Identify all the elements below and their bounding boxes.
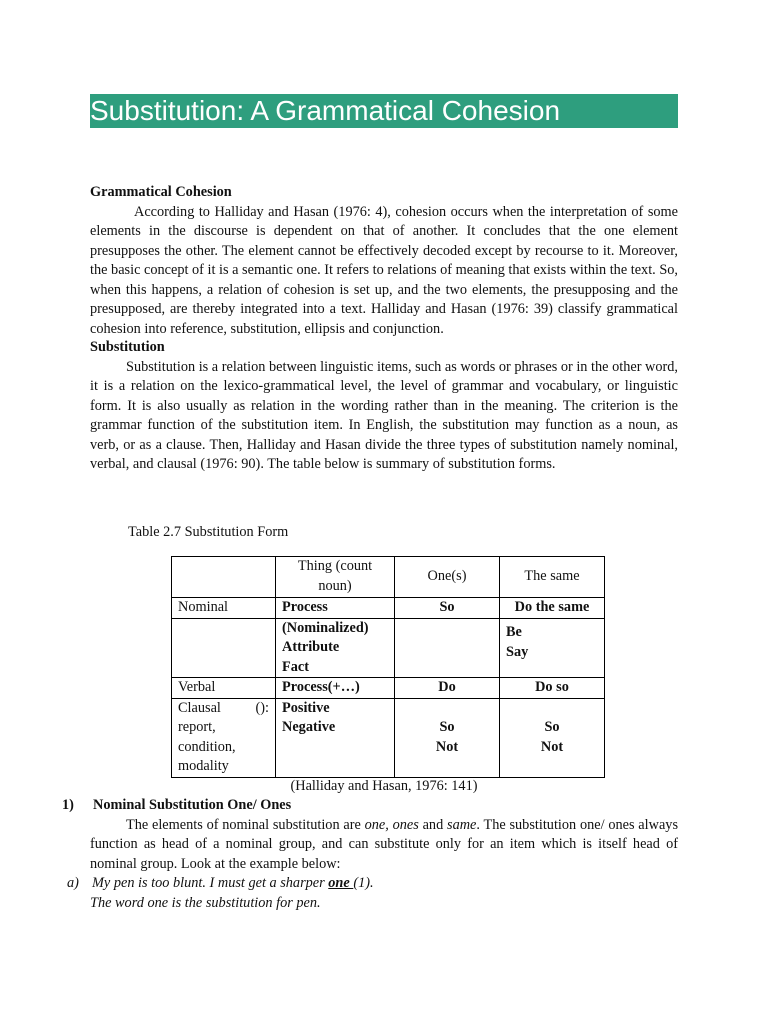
table-cell: Do the same (500, 598, 605, 619)
table-cell (395, 698, 500, 777)
table-cell (500, 698, 605, 777)
cell-line: report, (178, 719, 216, 735)
table-row (172, 678, 605, 699)
page-title: Substitution: A Grammatical Cohesion (90, 95, 561, 126)
text-run: , (385, 816, 393, 833)
cell-line: Fact (282, 658, 309, 675)
table-row (172, 598, 605, 619)
table-row (172, 618, 605, 678)
table-cell: Process (276, 598, 395, 619)
table-header-same: The same (500, 557, 605, 598)
table-cell (500, 618, 605, 678)
section-heading: Grammatical Cohesion (90, 184, 232, 200)
cell-line: condition, (178, 738, 236, 755)
table-cell: So (395, 598, 500, 619)
table-header-ones: One(s) (395, 557, 500, 598)
title-bar (90, 94, 678, 128)
table-row (172, 698, 605, 777)
table-cell (276, 618, 395, 678)
table-caption: Table 2.7 Substitution Form (128, 524, 289, 540)
table-cell: Process(+…) (276, 678, 395, 699)
table-header-thing: Thing (count noun) (276, 557, 395, 598)
section-paragraph: Substitution is a relation between linguistic items, such as words or phrases or in the other word, it is a relation on the lexico-grammatical level, the level of grammar and vocabulary, or linguistic form. It is also usually as relation in the wording rather than in the meaning. The criterion is the grammar function of the substitution item. In English, the substitution may function as a noun, as verb, or as a clause. Then, Halliday and Hasan divide the three types of substitution namely nominal, verbal, and clausal (1976: 90). The table below is summary of substitution forms. (90, 358, 678, 472)
table-cell: Do so (500, 678, 605, 699)
cell-line: (): (255, 699, 269, 716)
example-key: one (328, 875, 354, 891)
text-run: one (364, 816, 386, 833)
example-line (62, 874, 678, 894)
example-note: The word one is the substitution for pen. (90, 894, 321, 911)
numbered-heading (62, 796, 678, 816)
section-nominal-substitution (62, 796, 678, 913)
cell-line: (Nominalized) (282, 619, 369, 636)
table-cell (395, 618, 500, 678)
heading-number: 1) (62, 797, 74, 813)
cell-line: Negative (282, 719, 336, 735)
text-run: same (447, 816, 477, 833)
cell-line: So (544, 719, 560, 735)
section-heading: Substitution (90, 339, 165, 355)
cell-line: Not (435, 738, 459, 755)
cell-line: Positive (282, 699, 330, 716)
example-text: My pen is too blunt. I must get a sharper (92, 875, 329, 891)
table-row (172, 557, 605, 598)
table-cell (172, 557, 276, 598)
table-cell: Do (395, 678, 500, 699)
section-substitution (90, 338, 678, 475)
table-cell: Nominal (172, 598, 276, 619)
table-cell (172, 698, 276, 777)
section-paragraph: According to Halliday and Hasan (1976: 4), cohesion occurs when the interpretation of some elements in the discourse is dependent on that of another. It concludes that the one element presupposes the other. The element cannot be effectively decoded except by recourse to it. Moreover, the basic concept of it is a semantic one. It refers to relations of meaning that exists within the text. So, when this happens, a relation of cohesion is set up, and the two elements, the presupposing and the presupposed, are thereby integrated into a text. Halliday and Hasan (1976: 39) classify grammatical cohesion into reference, substitution, ellipsis and conjunction. (90, 203, 679, 337)
cell-line: Not (540, 738, 564, 755)
substitution-table (171, 556, 605, 778)
cell-line: Be (506, 624, 522, 641)
cell-line: Attribute (282, 639, 340, 655)
heading-text: Nominal Substitution One/ Ones (93, 797, 292, 813)
table-cell (276, 698, 395, 777)
text-run: The elements of nominal substitution are (126, 816, 365, 833)
text-run: . The substitution one/ ones always function as head of a nominal group, and can substitute only for an item which is itself head of nominal group. Look at the example below: (90, 816, 679, 872)
text-run: and (418, 816, 447, 833)
table-cell: Verbal (172, 678, 276, 699)
table-cell (172, 618, 276, 678)
cell-line: Clausal (178, 699, 221, 716)
cell-line: So (439, 719, 455, 735)
cell-line: modality (178, 758, 229, 774)
table-source: (Halliday and Hasan, 1976: 141) (290, 778, 478, 794)
text-run: ones (392, 816, 419, 833)
section-grammatical-cohesion (90, 183, 678, 339)
example-label: a) (67, 875, 79, 891)
section-paragraph (90, 816, 678, 875)
example-number: (1). (353, 875, 374, 891)
cell-line: Say (506, 643, 529, 660)
